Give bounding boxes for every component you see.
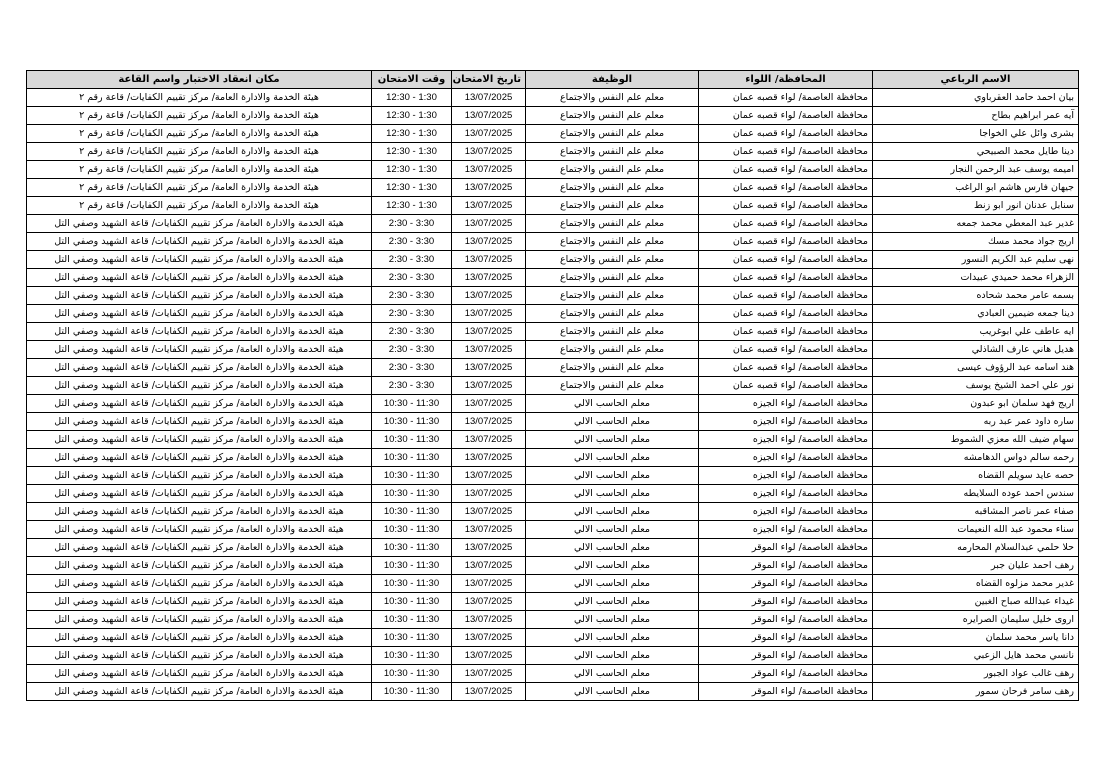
cell-job: معلم علم النفس والاجتماع (526, 359, 699, 377)
cell-governorate: محافظة العاصمة/ لواء الجيزه (699, 395, 873, 413)
table-row (27, 575, 1079, 593)
cell-place: هيئة الخدمة والادارة العامة/ مركز تقييم الكفايات/ قاعة الشهيد وصفي التل (27, 395, 372, 413)
cell-job: معلم الحاسب الالي (526, 647, 699, 665)
cell-date: 13/07/2025 (452, 485, 526, 503)
exam-schedule-sheet (27, 70, 1079, 701)
cell-name: رهف احمد عليان جبر (873, 557, 1079, 575)
cell-governorate: محافظة العاصمة/ لواء قصبه عمان (699, 377, 873, 395)
cell-time: 10:30 - 11:30 (372, 503, 452, 521)
cell-date: 13/07/2025 (452, 161, 526, 179)
cell-job: معلم الحاسب الالي (526, 665, 699, 683)
cell-name: الزهراء محمد حميدي عبيدات (873, 269, 1079, 287)
table-row (27, 305, 1079, 323)
cell-date: 13/07/2025 (452, 665, 526, 683)
cell-date: 13/07/2025 (452, 431, 526, 449)
table-row (27, 683, 1079, 701)
cell-place: هيئة الخدمة والادارة العامة/ مركز تقييم الكفايات/ قاعة رقم ٢ (27, 143, 372, 161)
cell-governorate: محافظة العاصمة/ لواء الجيزه (699, 503, 873, 521)
cell-job: معلم الحاسب الالي (526, 611, 699, 629)
cell-name: حصه عايد سويلم القضاه (873, 467, 1079, 485)
cell-name: بشرى وائل علي الخواجا (873, 125, 1079, 143)
cell-date: 13/07/2025 (452, 629, 526, 647)
cell-job: معلم علم النفس والاجتماع (526, 179, 699, 197)
cell-governorate: محافظة العاصمة/ لواء الموقر (699, 557, 873, 575)
cell-place: هيئة الخدمة والادارة العامة/ مركز تقييم الكفايات/ قاعة الشهيد وصفي التل (27, 665, 372, 683)
cell-date: 13/07/2025 (452, 521, 526, 539)
cell-job: معلم علم النفس والاجتماع (526, 89, 699, 107)
cell-governorate: محافظة العاصمة/ لواء قصبه عمان (699, 287, 873, 305)
cell-name: جيهان فارس هاشم ابو الراغب (873, 179, 1079, 197)
cell-date: 13/07/2025 (452, 557, 526, 575)
cell-place: هيئة الخدمة والادارة العامة/ مركز تقييم الكفايات/ قاعة الشهيد وصفي التل (27, 305, 372, 323)
cell-name: دانا ياسر محمد سلمان (873, 629, 1079, 647)
cell-name: اريج جواد محمد مسك (873, 233, 1079, 251)
cell-governorate: محافظة العاصمة/ لواء الجيزه (699, 449, 873, 467)
cell-governorate: محافظة العاصمة/ لواء قصبه عمان (699, 215, 873, 233)
cell-place: هيئة الخدمة والادارة العامة/ مركز تقييم الكفايات/ قاعة رقم ٢ (27, 197, 372, 215)
cell-name: اروى خليل سليمان الصرايره (873, 611, 1079, 629)
cell-date: 13/07/2025 (452, 143, 526, 161)
cell-governorate: محافظة العاصمة/ لواء قصبه عمان (699, 161, 873, 179)
cell-name: نانسي محمد هايل الزعبي (873, 647, 1079, 665)
table-row (27, 161, 1079, 179)
cell-job: معلم الحاسب الالي (526, 467, 699, 485)
cell-name: اريج فهد سلمان ابو عبدون (873, 395, 1079, 413)
cell-governorate: محافظة العاصمة/ لواء الجيزه (699, 431, 873, 449)
cell-date: 13/07/2025 (452, 107, 526, 125)
cell-place: هيئة الخدمة والادارة العامة/ مركز تقييم الكفايات/ قاعة الشهيد وصفي التل (27, 359, 372, 377)
cell-job: معلم علم النفس والاجتماع (526, 323, 699, 341)
cell-time: 10:30 - 11:30 (372, 629, 452, 647)
cell-governorate: محافظة العاصمة/ لواء قصبه عمان (699, 197, 873, 215)
cell-time: 12:30 - 1:30 (372, 143, 452, 161)
cell-date: 13/07/2025 (452, 269, 526, 287)
cell-job: معلم الحاسب الالي (526, 539, 699, 557)
header-governorate: المحافظة/ اللواء (699, 71, 873, 89)
cell-place: هيئة الخدمة والادارة العامة/ مركز تقييم الكفايات/ قاعة الشهيد وصفي التل (27, 251, 372, 269)
cell-date: 13/07/2025 (452, 413, 526, 431)
cell-name: سنابل عدنان انور ابو زنط (873, 197, 1079, 215)
cell-name: نور علي احمد الشيخ يوسف (873, 377, 1079, 395)
cell-time: 10:30 - 11:30 (372, 431, 452, 449)
cell-name: بسمه عامر محمد شحاده (873, 287, 1079, 305)
table-row (27, 431, 1079, 449)
table-row (27, 503, 1079, 521)
cell-governorate: محافظة العاصمة/ لواء قصبه عمان (699, 359, 873, 377)
cell-job: معلم الحاسب الالي (526, 395, 699, 413)
cell-date: 13/07/2025 (452, 287, 526, 305)
table-header-row (27, 71, 1079, 89)
cell-governorate: محافظة العاصمة/ لواء الموقر (699, 593, 873, 611)
cell-job: معلم الحاسب الالي (526, 485, 699, 503)
cell-place: هيئة الخدمة والادارة العامة/ مركز تقييم الكفايات/ قاعة رقم ٢ (27, 89, 372, 107)
cell-time: 10:30 - 11:30 (372, 467, 452, 485)
cell-time: 10:30 - 11:30 (372, 395, 452, 413)
header-job: الوظيفة (526, 71, 699, 89)
cell-name: غيداء عبدالله صباح الغبين (873, 593, 1079, 611)
table-row (27, 215, 1079, 233)
table-row (27, 593, 1079, 611)
cell-job: معلم علم النفس والاجتماع (526, 125, 699, 143)
cell-governorate: محافظة العاصمة/ لواء الموقر (699, 539, 873, 557)
cell-job: معلم علم النفس والاجتماع (526, 341, 699, 359)
table-row (27, 611, 1079, 629)
cell-name: هديل هاني عارف الشاذلي (873, 341, 1079, 359)
table-row (27, 323, 1079, 341)
cell-name: دينا جمعه ضيمين العبادي (873, 305, 1079, 323)
cell-place: هيئة الخدمة والادارة العامة/ مركز تقييم الكفايات/ قاعة رقم ٢ (27, 125, 372, 143)
cell-job: معلم الحاسب الالي (526, 593, 699, 611)
cell-time: 12:30 - 1:30 (372, 89, 452, 107)
cell-place: هيئة الخدمة والادارة العامة/ مركز تقييم الكفايات/ قاعة الشهيد وصفي التل (27, 287, 372, 305)
cell-time: 10:30 - 11:30 (372, 413, 452, 431)
table-row (27, 449, 1079, 467)
cell-place: هيئة الخدمة والادارة العامة/ مركز تقييم الكفايات/ قاعة الشهيد وصفي التل (27, 557, 372, 575)
cell-time: 12:30 - 1:30 (372, 179, 452, 197)
cell-time: 10:30 - 11:30 (372, 539, 452, 557)
cell-place: هيئة الخدمة والادارة العامة/ مركز تقييم الكفايات/ قاعة الشهيد وصفي التل (27, 215, 372, 233)
cell-date: 13/07/2025 (452, 647, 526, 665)
cell-name: رهف غالب عواد الجبور (873, 665, 1079, 683)
cell-governorate: محافظة العاصمة/ لواء الموقر (699, 647, 873, 665)
cell-time: 10:30 - 11:30 (372, 593, 452, 611)
cell-name: اميمه يوسف عبد الرحمن النجار (873, 161, 1079, 179)
cell-time: 10:30 - 11:30 (372, 611, 452, 629)
cell-name: غدير عبد المعطي محمد جمعه (873, 215, 1079, 233)
cell-job: معلم الحاسب الالي (526, 431, 699, 449)
cell-place: هيئة الخدمة والادارة العامة/ مركز تقييم الكفايات/ قاعة الشهيد وصفي التل (27, 647, 372, 665)
cell-governorate: محافظة العاصمة/ لواء الموقر (699, 575, 873, 593)
cell-governorate: محافظة العاصمة/ لواء قصبه عمان (699, 107, 873, 125)
cell-job: معلم الحاسب الالي (526, 575, 699, 593)
cell-date: 13/07/2025 (452, 197, 526, 215)
table-row (27, 143, 1079, 161)
cell-date: 13/07/2025 (452, 323, 526, 341)
cell-governorate: محافظة العاصمة/ لواء قصبه عمان (699, 341, 873, 359)
cell-governorate: محافظة العاصمة/ لواء قصبه عمان (699, 251, 873, 269)
cell-time: 12:30 - 1:30 (372, 197, 452, 215)
cell-date: 13/07/2025 (452, 683, 526, 701)
cell-time: 10:30 - 11:30 (372, 557, 452, 575)
cell-date: 13/07/2025 (452, 467, 526, 485)
table-row (27, 251, 1079, 269)
cell-place: هيئة الخدمة والادارة العامة/ مركز تقييم الكفايات/ قاعة الشهيد وصفي التل (27, 521, 372, 539)
cell-governorate: محافظة العاصمة/ لواء قصبه عمان (699, 305, 873, 323)
cell-place: هيئة الخدمة والادارة العامة/ مركز تقييم الكفايات/ قاعة رقم ٢ (27, 107, 372, 125)
cell-job: معلم علم النفس والاجتماع (526, 143, 699, 161)
table-row (27, 179, 1079, 197)
cell-governorate: محافظة العاصمة/ لواء قصبه عمان (699, 143, 873, 161)
cell-name: رحمه سالم دواس الدهامشه (873, 449, 1079, 467)
cell-date: 13/07/2025 (452, 89, 526, 107)
table-row (27, 89, 1079, 107)
cell-date: 13/07/2025 (452, 539, 526, 557)
cell-time: 10:30 - 11:30 (372, 665, 452, 683)
cell-name: سندس احمد عوده السلايطه (873, 485, 1079, 503)
cell-governorate: محافظة العاصمة/ لواء الموقر (699, 665, 873, 683)
cell-name: دينا طايل محمد الصبيحي (873, 143, 1079, 161)
cell-job: معلم علم النفس والاجتماع (526, 269, 699, 287)
cell-name: نهى سليم عبد الكريم النسور (873, 251, 1079, 269)
cell-name: حلا حلمي عبدالسلام المحارمه (873, 539, 1079, 557)
cell-governorate: محافظة العاصمة/ لواء الجيزه (699, 413, 873, 431)
cell-place: هيئة الخدمة والادارة العامة/ مركز تقييم الكفايات/ قاعة الشهيد وصفي التل (27, 323, 372, 341)
cell-governorate: محافظة العاصمة/ لواء الموقر (699, 629, 873, 647)
cell-job: معلم الحاسب الالي (526, 413, 699, 431)
cell-governorate: محافظة العاصمة/ لواء قصبه عمان (699, 125, 873, 143)
cell-job: معلم علم النفس والاجتماع (526, 233, 699, 251)
cell-place: هيئة الخدمة والادارة العامة/ مركز تقييم الكفايات/ قاعة الشهيد وصفي التل (27, 575, 372, 593)
cell-time: 2:30 - 3:30 (372, 215, 452, 233)
cell-place: هيئة الخدمة والادارة العامة/ مركز تقييم الكفايات/ قاعة الشهيد وصفي التل (27, 269, 372, 287)
header-name: الاسم الرباعي (873, 71, 1079, 89)
cell-job: معلم علم النفس والاجتماع (526, 107, 699, 125)
cell-date: 13/07/2025 (452, 611, 526, 629)
cell-job: معلم علم النفس والاجتماع (526, 287, 699, 305)
cell-date: 13/07/2025 (452, 125, 526, 143)
cell-job: معلم علم النفس والاجتماع (526, 251, 699, 269)
cell-governorate: محافظة العاصمة/ لواء الموقر (699, 683, 873, 701)
cell-job: معلم علم النفس والاجتماع (526, 305, 699, 323)
cell-name: بيان احمد حامد العقرباوي (873, 89, 1079, 107)
table-row (27, 557, 1079, 575)
cell-time: 2:30 - 3:30 (372, 287, 452, 305)
table-row (27, 665, 1079, 683)
header-place: مكان انعقاد الاختبار واسم القاعة (27, 71, 372, 89)
cell-name: رهف سامر فرحان سمور (873, 683, 1079, 701)
cell-time: 12:30 - 1:30 (372, 161, 452, 179)
cell-date: 13/07/2025 (452, 503, 526, 521)
cell-time: 2:30 - 3:30 (372, 323, 452, 341)
cell-time: 2:30 - 3:30 (372, 305, 452, 323)
cell-governorate: محافظة العاصمة/ لواء الجيزه (699, 521, 873, 539)
cell-name: آيه عمر ابراهيم بطاح (873, 107, 1079, 125)
table-row (27, 413, 1079, 431)
cell-governorate: محافظة العاصمة/ لواء الموقر (699, 611, 873, 629)
cell-place: هيئة الخدمة والادارة العامة/ مركز تقييم الكفايات/ قاعة الشهيد وصفي التل (27, 611, 372, 629)
cell-time: 2:30 - 3:30 (372, 269, 452, 287)
table-row (27, 233, 1079, 251)
cell-job: معلم علم النفس والاجتماع (526, 197, 699, 215)
table-row (27, 125, 1079, 143)
cell-place: هيئة الخدمة والادارة العامة/ مركز تقييم الكفايات/ قاعة الشهيد وصفي التل (27, 341, 372, 359)
header-date: تاريخ الامتحان (452, 71, 526, 89)
cell-job: معلم الحاسب الالي (526, 521, 699, 539)
cell-place: هيئة الخدمة والادارة العامة/ مركز تقييم الكفايات/ قاعة الشهيد وصفي التل (27, 629, 372, 647)
cell-time: 10:30 - 11:30 (372, 485, 452, 503)
cell-governorate: محافظة العاصمة/ لواء قصبه عمان (699, 89, 873, 107)
cell-time: 10:30 - 11:30 (372, 575, 452, 593)
cell-governorate: محافظة العاصمة/ لواء قصبه عمان (699, 233, 873, 251)
cell-time: 10:30 - 11:30 (372, 521, 452, 539)
header-time: وقت الامتحان (372, 71, 452, 89)
table-row (27, 647, 1079, 665)
cell-place: هيئة الخدمة والادارة العامة/ مركز تقييم الكفايات/ قاعة الشهيد وصفي التل (27, 467, 372, 485)
table-row (27, 539, 1079, 557)
cell-time: 10:30 - 11:30 (372, 449, 452, 467)
cell-place: هيئة الخدمة والادارة العامة/ مركز تقييم الكفايات/ قاعة الشهيد وصفي التل (27, 539, 372, 557)
cell-date: 13/07/2025 (452, 395, 526, 413)
cell-name: غدير محمد مزلوه القضاه (873, 575, 1079, 593)
cell-place: هيئة الخدمة والادارة العامة/ مركز تقييم الكفايات/ قاعة الشهيد وصفي التل (27, 683, 372, 701)
cell-job: معلم الحاسب الالي (526, 503, 699, 521)
cell-name: ساره داود عمر عبد ربه (873, 413, 1079, 431)
cell-place: هيئة الخدمة والادارة العامة/ مركز تقييم الكفايات/ قاعة الشهيد وصفي التل (27, 233, 372, 251)
cell-place: هيئة الخدمة والادارة العامة/ مركز تقييم الكفايات/ قاعة الشهيد وصفي التل (27, 377, 372, 395)
table-row (27, 629, 1079, 647)
cell-name: هند اسامه عبد الرؤوف عيسى (873, 359, 1079, 377)
cell-governorate: محافظة العاصمة/ لواء قصبه عمان (699, 179, 873, 197)
table-row (27, 377, 1079, 395)
cell-job: معلم علم النفس والاجتماع (526, 161, 699, 179)
table-row (27, 485, 1079, 503)
table-row (27, 197, 1079, 215)
cell-name: صفاء عمر ناصر المشاقبه (873, 503, 1079, 521)
cell-governorate: محافظة العاصمة/ لواء الجيزه (699, 485, 873, 503)
cell-time: 12:30 - 1:30 (372, 125, 452, 143)
table-row (27, 359, 1079, 377)
cell-time: 12:30 - 1:30 (372, 107, 452, 125)
cell-date: 13/07/2025 (452, 233, 526, 251)
cell-job: معلم الحاسب الالي (526, 557, 699, 575)
cell-time: 2:30 - 3:30 (372, 251, 452, 269)
cell-time: 2:30 - 3:30 (372, 233, 452, 251)
cell-job: معلم الحاسب الالي (526, 683, 699, 701)
table-row (27, 341, 1079, 359)
cell-date: 13/07/2025 (452, 377, 526, 395)
cell-place: هيئة الخدمة والادارة العامة/ مركز تقييم الكفايات/ قاعة رقم ٢ (27, 179, 372, 197)
cell-date: 13/07/2025 (452, 575, 526, 593)
cell-date: 13/07/2025 (452, 251, 526, 269)
cell-date: 13/07/2025 (452, 179, 526, 197)
cell-place: هيئة الخدمة والادارة العامة/ مركز تقييم الكفايات/ قاعة رقم ٢ (27, 161, 372, 179)
cell-place: هيئة الخدمة والادارة العامة/ مركز تقييم الكفايات/ قاعة الشهيد وصفي التل (27, 485, 372, 503)
cell-job: معلم الحاسب الالي (526, 449, 699, 467)
cell-place: هيئة الخدمة والادارة العامة/ مركز تقييم الكفايات/ قاعة الشهيد وصفي التل (27, 503, 372, 521)
cell-place: هيئة الخدمة والادارة العامة/ مركز تقييم الكفايات/ قاعة الشهيد وصفي التل (27, 449, 372, 467)
table-row (27, 467, 1079, 485)
table-body (27, 89, 1079, 701)
exam-schedule-table (26, 70, 1079, 701)
cell-place: هيئة الخدمة والادارة العامة/ مركز تقييم الكفايات/ قاعة الشهيد وصفي التل (27, 593, 372, 611)
cell-time: 2:30 - 3:30 (372, 341, 452, 359)
cell-place: هيئة الخدمة والادارة العامة/ مركز تقييم الكفايات/ قاعة الشهيد وصفي التل (27, 431, 372, 449)
cell-place: هيئة الخدمة والادارة العامة/ مركز تقييم الكفايات/ قاعة الشهيد وصفي التل (27, 413, 372, 431)
cell-job: معلم علم النفس والاجتماع (526, 215, 699, 233)
cell-job: معلم الحاسب الالي (526, 629, 699, 647)
table-row (27, 395, 1079, 413)
table-row (27, 269, 1079, 287)
cell-name: ايه عاطف علي ابوغريب (873, 323, 1079, 341)
cell-date: 13/07/2025 (452, 593, 526, 611)
cell-name: سهام ضيف الله معزي الشموط (873, 431, 1079, 449)
cell-date: 13/07/2025 (452, 215, 526, 233)
cell-governorate: محافظة العاصمة/ لواء الجيزه (699, 467, 873, 485)
cell-governorate: محافظة العاصمة/ لواء قصبه عمان (699, 269, 873, 287)
cell-governorate: محافظة العاصمة/ لواء قصبه عمان (699, 323, 873, 341)
cell-time: 2:30 - 3:30 (372, 377, 452, 395)
cell-date: 13/07/2025 (452, 449, 526, 467)
cell-job: معلم علم النفس والاجتماع (526, 377, 699, 395)
table-row (27, 287, 1079, 305)
cell-time: 10:30 - 11:30 (372, 683, 452, 701)
cell-time: 10:30 - 11:30 (372, 647, 452, 665)
cell-name: سناء محمود عبد الله النعيمات (873, 521, 1079, 539)
cell-date: 13/07/2025 (452, 341, 526, 359)
cell-date: 13/07/2025 (452, 305, 526, 323)
cell-time: 2:30 - 3:30 (372, 359, 452, 377)
cell-date: 13/07/2025 (452, 359, 526, 377)
table-row (27, 521, 1079, 539)
table-row (27, 107, 1079, 125)
